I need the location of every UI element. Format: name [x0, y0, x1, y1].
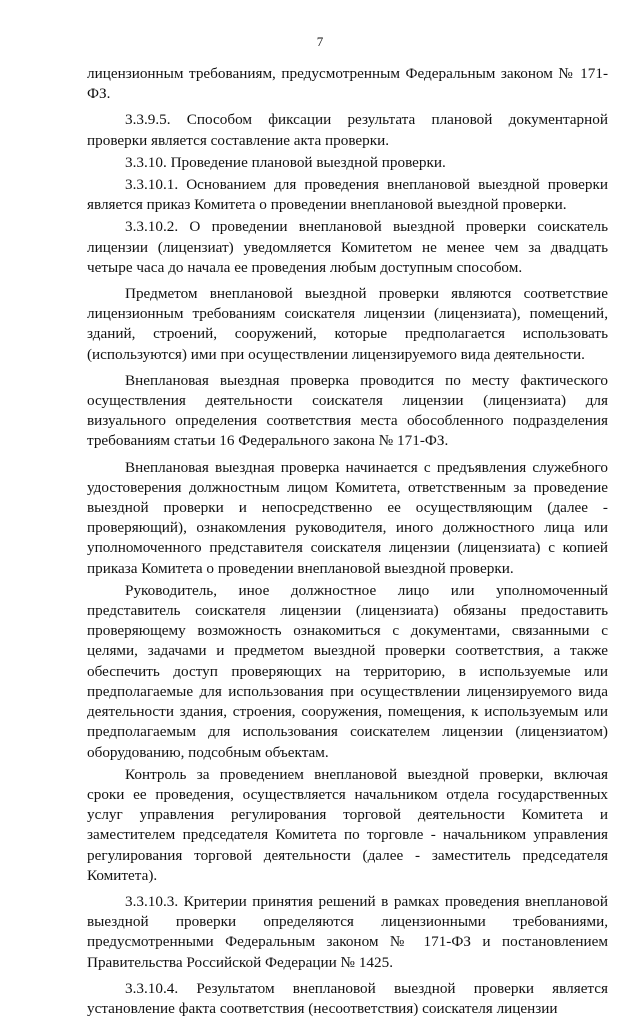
- paragraph-obligations: Руководитель, иное должностное лицо или уполномоченный представитель соискателя лицензии (лицензиата) обязаны предоставить проверяющему возможность ознакомиться с документами, связанными с целями, задачами и предметом выездной проверки соответствия, а также обеспечить доступ проверяющих на территорию, в используемые или предполагаемые для использования при осуществлении лицензируемого вида деятельности здания, строения, сооружения, помещения, к используемым или предполагаемым для использования соискателем лицензии (лицензиатом) оборудованию, подсобным объектам.: [87, 581, 608, 761]
- document-body: [87, 64, 608, 1025]
- paragraph-3-3-10-4: 3.3.10.4. Результатом внеплановой выездной проверки является установление факта соответствия (несоответствия) соискателя лицензии: [87, 979, 608, 1017]
- paragraph-subject: Предметом внеплановой выездной проверки являются соответствие лицензионным требованиям соискателя лицензии (лицензиата), помещений, зданий, строений, сооружений, которые предполагается использовать (используются) ими при осуществлении лицензируемого вида деятельности.: [87, 285, 608, 363]
- paragraph-control: Контроль за проведением внеплановой выездной проверки, включая сроки ее проведения, осуществляется начальником отдела государственных услуг управления регулирования торговой деятельности Комитета и заместителем председателя Комитета по торговле - начальником управления регулирования торговой деятельности (далее - заместитель председателя Комитета).: [87, 765, 608, 884]
- paragraph-location: Внеплановая выездная проверка проводится по месту фактического осуществления деятельности соискателя лицензии (лицензиата) для визуального определения соответствия места обособленного подразделения требованиям статьи 16 Федерального закона № 171-ФЗ.: [87, 371, 608, 450]
- page-number: 7: [316, 34, 324, 49]
- paragraph-3-3-10-1: 3.3.10.1. Основанием для проведения внеплановой выездной проверки является приказ Комитета о проведении внеплановой выездной проверки.: [87, 176, 608, 214]
- paragraph-3-3-10-2: 3.3.10.2. О проведении внеплановой выездной проверки соискатель лицензии (лицензиат) уведомляется Комитетом не менее чем за двадцать четыре часа до начала ее проведения любым доступным способом.: [87, 218, 608, 276]
- paragraph-3-3-10-3: 3.3.10.3. Критерии принятия решений в рамках проведения внеплановой выездной проверки определяются лицензионными требованиями, предусмотренными Федеральным законом № 171-ФЗ и постановлением Правительства Российской Федерации № 1425.: [87, 892, 608, 971]
- paragraph-start: Внеплановая выездная проверка начинается с предъявления служебного удостоверения должностным лицом Комитета, ответственным за проведение выездной проверки и непосредственно ее осуществляющим (далее - проверяющий), ознакомления руководителя, иного должностного лица или уполномоченного представителя соискателя лицензии (лицензиата) с копией приказа Комитета о проведении внеплановой выездной проверки.: [87, 458, 608, 577]
- paragraph-continuation: лицензионным требованиям, предусмотренным Федеральным законом № 171-ФЗ.: [87, 65, 608, 103]
- paragraph-3-3-9-5: 3.3.9.5. Способом фиксации результата плановой документарной проверки является составление акта проверки.: [87, 111, 608, 149]
- paragraph-3-3-10: 3.3.10. Проведение плановой выездной проверки.: [125, 153, 446, 171]
